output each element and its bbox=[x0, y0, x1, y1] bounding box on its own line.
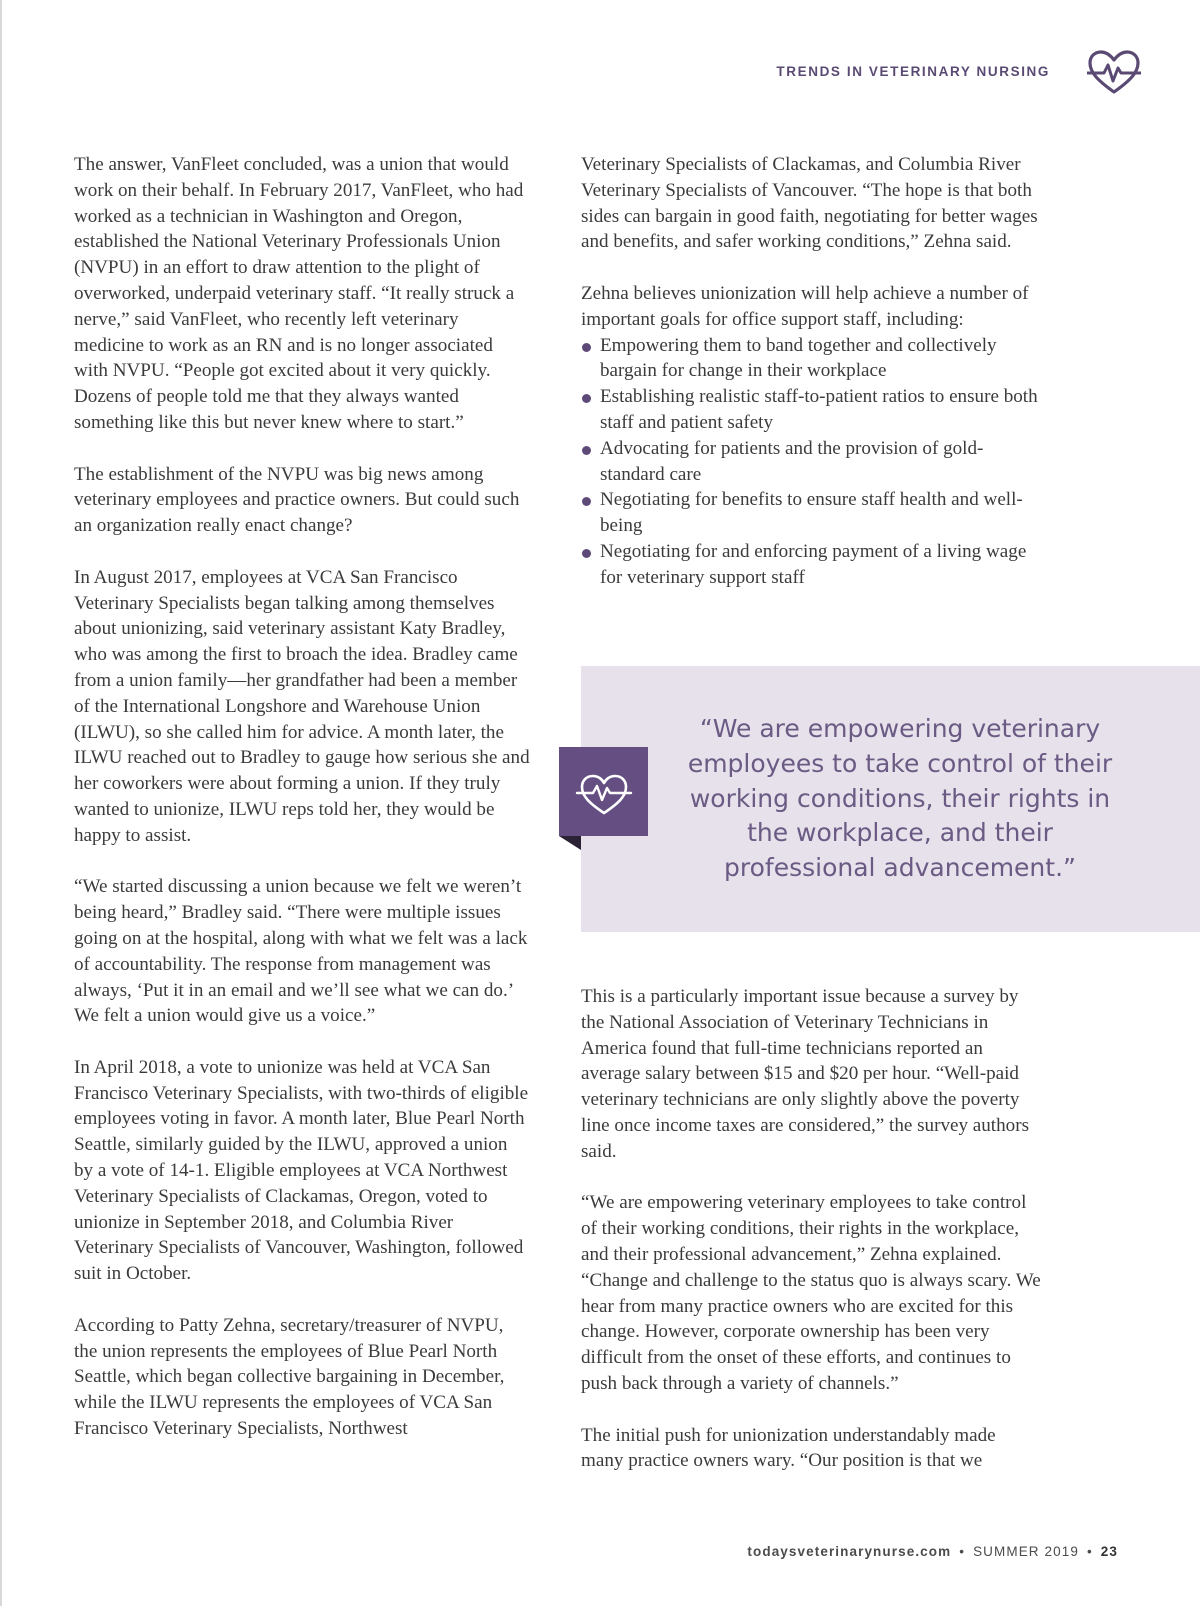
right-article-column-top bbox=[581, 152, 1041, 591]
right-article-column-bottom bbox=[581, 984, 1041, 1500]
left-article-column bbox=[74, 152, 530, 1468]
body-paragraph: In April 2018, a vote to unionize was held at VCA San Francisco Veterinary Specialists, with two-thirds of eligible employees voting in favor. A month later, Blue Pearl North Seattle, similarly guided by the ILWU, approved a union by a vote of 14-1. Eligible employees at VCA Northwest Veterinary Specialists of Clackamas, Oregon, voted to unionize in September 2018, and Columbia River Veterinary Specialists of Vancouver, Washington, followed suit in October. bbox=[74, 1056, 529, 1285]
page-number: 23 bbox=[1100, 1544, 1118, 1559]
footer-separator: • bbox=[959, 1544, 966, 1559]
body-paragraph: The answer, VanFleet concluded, was a union that would work on their behalf. In February 2017, VanFleet, who had worked as a technician in Washington and Oregon, established the National Veterinary Professionals Union (NVPU) in an effort to draw attention to the plight of overworked, underpaid veterinary staff. “It really struck a nerve,” said VanFleet, who recently left veterinary medicine to work as an RN and is no longer associated with NVPU. “People got excited about it very quickly. Dozens of people told me that they always wanted something like this but never knew where to start.” bbox=[74, 154, 524, 433]
page-spine-edge bbox=[0, 0, 2, 1606]
body-paragraph: Zehna believes unionization will help achieve a number of important goals for office support staff, including: bbox=[581, 282, 1029, 330]
pullquote-text: “We are empowering veterinary employees to take control of their working conditions, their rights in the workplace, and their professional advancement.” bbox=[687, 714, 1113, 883]
pullquote-badge bbox=[559, 747, 648, 836]
heartbeat-heart-icon bbox=[1087, 50, 1141, 96]
section-header: TRENDS IN VETERINARY NURSING bbox=[776, 64, 1050, 79]
body-paragraph: The initial push for unionization understandably made many practice owners wary. “Our position is that we bbox=[581, 1424, 996, 1472]
footer-separator: • bbox=[1086, 1544, 1093, 1559]
list-item: Negotiating for benefits to ensure staff health and well-being bbox=[581, 487, 1041, 539]
page-footer bbox=[747, 1544, 1118, 1559]
footer-website: todaysveterinarynurse.com bbox=[747, 1544, 952, 1559]
list-item: Establishing realistic staff-to-patient ratios to ensure both staff and patient safety bbox=[581, 384, 1041, 436]
body-paragraph: The establishment of the NVPU was big news among veterinary employees and practice owners. But could such an organization really enact change? bbox=[74, 463, 520, 537]
body-paragraph: “We are empowering veterinary employees to take control of their working conditions, their rights in the workplace, and their professional advancement,” Zehna explained. “Change and challenge to the status quo is always scary. We hear from many practice owners who are excited for this change. However, corporate ownership has been very difficult from the onset of these efforts, and continues to push back through a variety of channels.” bbox=[581, 1192, 1041, 1394]
list-item: Advocating for patients and the provision of gold-standard care bbox=[581, 436, 1041, 488]
pullquote-badge-fold bbox=[559, 836, 581, 850]
body-paragraph: “We started discussing a union because we felt we weren’t being heard,” Bradley said. “There were multiple issues going on at the hospital, along with what we felt was a lack of accountability. The response from management was always, ‘Put it in an email and we’ll see what we can do.’ We felt a union would give us a voice.” bbox=[74, 876, 528, 1027]
goals-bullet-list bbox=[581, 333, 1041, 591]
footer-issue: SUMMER 2019 bbox=[973, 1544, 1079, 1559]
list-item: Negotiating for and enforcing payment of a living wage for veterinary support staff bbox=[581, 539, 1041, 591]
body-paragraph: This is a particularly important issue because a survey by the National Association of Veterinary Technicians in America found that full-time technicians reported an average salary between $15 and $20 per hour. “Well-paid veterinary technicians are only slightly above the poverty line once income taxes are considered,” the survey authors said. bbox=[581, 986, 1029, 1162]
heartbeat-heart-icon bbox=[559, 747, 648, 836]
body-paragraph: Veterinary Specialists of Clackamas, and Columbia River Veterinary Specialists of Vancouver. “The hope is that both sides can bargain in good faith, negotiating for better wages and benefits, and safer working conditions,” Zehna said. bbox=[581, 154, 1038, 253]
body-paragraph: In August 2017, employees at VCA San Francisco Veterinary Specialists began talking among themselves about unionizing, said veterinary assistant Katy Bradley, who was among the first to broach the idea. Bradley came from a union family—her grandfather had been a member of the International Longshore and Warehouse Union (ILWU), so she called him for advice. A month later, the ILWU reached out to Bradley to gauge how serious she and her coworkers were about forming a union. If they truly wanted to unionize, ILWU reps told her, they would be happy to assist. bbox=[74, 566, 530, 846]
list-item: Empowering them to band together and collectively bargain for change in their workplace bbox=[581, 333, 1041, 385]
body-paragraph: According to Patty Zehna, secretary/treasurer of NVPU, the union represents the employees of Blue Pearl North Seattle, which began collective bargaining in December, while the ILWU represents the employees of VCA San Francisco Veterinary Specialists, Northwest bbox=[74, 1314, 505, 1440]
